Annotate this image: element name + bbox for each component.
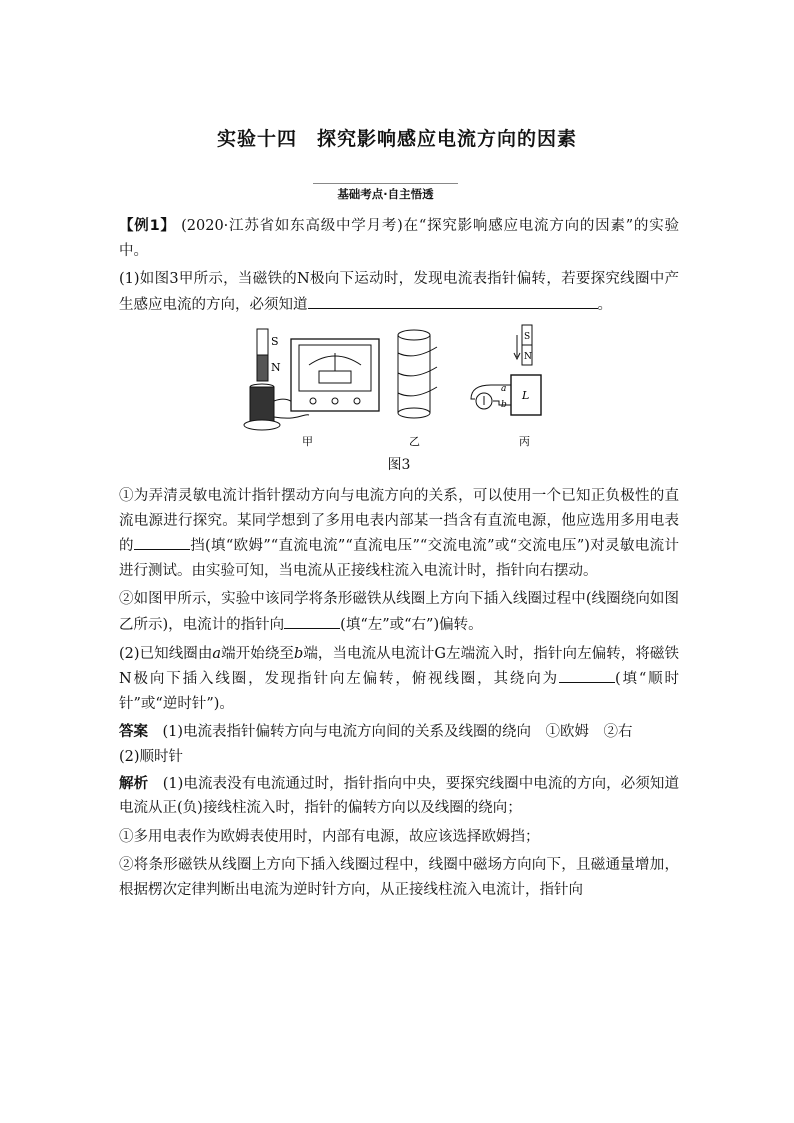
magnet2-n-label: N [524,352,532,363]
answer-blank-3[interactable] [284,612,340,629]
answer-section [119,720,679,769]
end-b-label: b [501,400,507,411]
example-source: (2020·江苏省如东高级中学月考)在“探究影响感应电流方向的因素”的实验中。 [119,218,679,259]
galvanometer-window [319,371,351,383]
analysis-text-1: (1)电流表没有电流通过时，指针指向中央，要探究线圈中电流的方向，必须知道电流从正(负)接线柱流入时，指针的偏转方向以及线圈的绕向； [119,775,680,817]
figure-bing [471,325,541,448]
magnet-n-label: N [271,361,281,375]
answer-blank-1[interactable] [308,292,598,309]
answer-tag: 答案 [119,724,148,741]
question-2-text-c: 端，当电流从电流计G左端流入时，指针向左偏转，将磁铁N极向下插入线圈，发现指针向左偏转，俯视线圈，其绕向为 [119,645,679,688]
answer-line-2: (2)顺时针 [119,748,184,765]
analysis-tag: 解析 [119,775,149,792]
question-1 [119,267,679,317]
analysis-p1 [119,772,679,821]
coil-body [250,387,274,425]
analysis-p3: ②将条形磁铁从线圈上方向下插入线圈过程中，线圈中磁场方向向下，且磁通量增加，根据楞次定律判断出电流为逆时针方向，从正接线柱流入电流计，指针向 [119,857,679,898]
sub-question-2-text-b: (填“左”或“右”)偏转。 [340,616,483,633]
end-a-label: a [501,384,507,395]
wire-2 [274,415,309,418]
answer-line-1: (1)电流表指针偏转方向与电流方向间的关系及线圈的绕向 ①欧姆 ②右 [148,724,633,741]
section-header [313,180,458,202]
section-label: 基础考点·自主悟透 [337,187,434,201]
winding-2 [398,367,437,376]
tube-bottom [398,408,430,418]
sub-question-2 [119,587,679,637]
question-2-end-b: b [293,645,304,662]
sub-question-1 [119,484,679,583]
label-jia: 甲 [302,435,313,449]
winding-1 [398,347,437,356]
example-intro [119,214,679,263]
sub-question-1-text-a: ①为弄清灵敏电流计指针摆动方向与电流方向的关系，可以使用一个已知正负极性的直流电源进行探究。某同学想到了多用电表内部某一挡含有直流电源，他应选用多用电表的 [119,487,679,555]
page-title: 实验十四 探究影响感应电流方向的因素 [216,128,577,150]
section-rule [313,183,458,184]
question-1-end: 。 [597,296,612,313]
magnet-s-label: S [271,335,279,349]
experiment-diagram [119,321,679,451]
sub-question-2-text-a: ②如图甲所示，实验中该同学将条形磁铁从线圈上方向下插入线圈过程中(线圈绕向如图乙所示)，电流计的指针向 [119,591,679,633]
question-1-text: (1)如图3甲所示，当磁铁的N极向下运动时，发现电流表指针偏转，若要探究线圈中产生感应电流的方向，必须知道 [119,271,679,313]
figure-3 [119,321,679,451]
question-2-text-a: (2)已知线圈由 [119,645,213,662]
winding-3 [398,387,437,396]
question-2-text-d: (填“顺时针”或“逆时针”)。 [119,671,680,712]
tube-top [398,330,430,340]
question-2-end-a: a [212,645,222,662]
question-2 [119,642,679,717]
magnet-n-pole [257,355,268,381]
magnet2-s-label: S [524,332,531,343]
figure-yi [398,330,437,448]
label-bing: 丙 [519,435,530,449]
answer-blank-2[interactable] [134,533,190,550]
coil-base [244,420,280,430]
answer-blank-4[interactable] [559,666,615,683]
magnet-s-pole [257,329,268,355]
analysis-p2: ①多用电表作为欧姆表使用时，内部有电源，故应该选择欧姆挡； [119,828,540,845]
label-yi: 乙 [409,435,420,449]
document-body [119,214,679,906]
coil-l-label: L [522,389,530,403]
figure-jia [244,329,379,448]
example-tag: 【例1】 [119,218,176,234]
figure-caption: 图3 [387,457,411,474]
sub-question-1-text-b: 挡(填“欧姆”“直流电流”“直流电压”“交流电流”或“交流电压”)对灵敏电流计进行测试。由实验可知，当电流从正接线柱流入电流计时，指针向右摆动。 [119,538,679,579]
question-2-text-b: 端开始绕至 [221,645,294,662]
